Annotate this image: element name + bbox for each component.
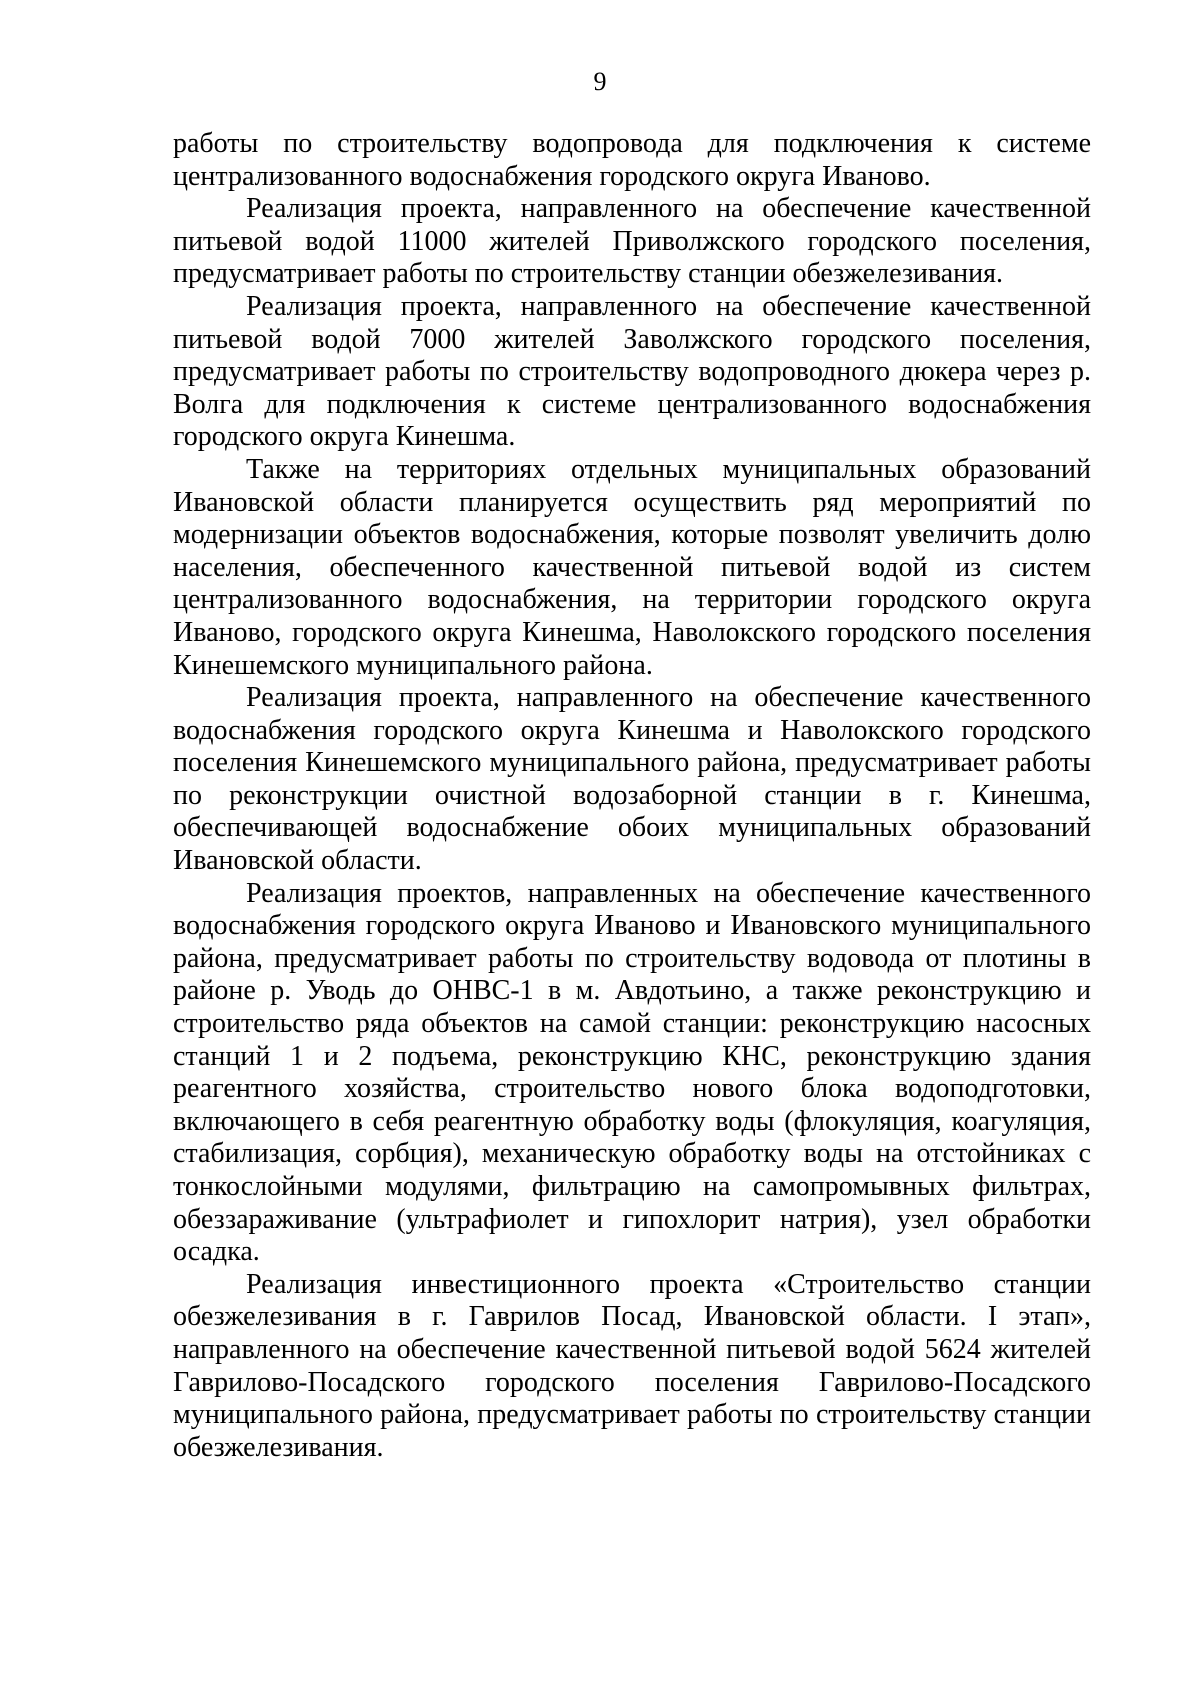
paragraph-4: Также на территориях отдельных муниципальных образований Ивановской области планируется осуществить ряд мероприятий по модернизации объектов водоснабжения, которые позволят увеличить долю населения, обеспеченного качественной питьевой водой из систем централизованного водоснабжения, на территории городского округа Иваново, городского округа Кинешма, Наволокского городского поселения Кинешемского муниципального района.: [173, 453, 1091, 681]
paragraph-3: Реализация проекта, направленного на обеспечение качественной питьевой водой 7000 жителей Заволжского городского поселения, предусматривает работы по строительству водопроводного дюкера через р. Волга для подключения к системе централизованного водоснабжения городского округа Кинешма.: [173, 290, 1091, 453]
paragraph-6: Реализация проектов, направленных на обеспечение качественного водоснабжения городского округа Иваново и Ивановского муниципального района, предусматривает работы по строительству водовода от плотины в районе р. Уводь до ОНВС-1 в м. Авдотьино, а также реконструкцию и строительство ряда объектов на самой станции: реконструкцию насосных станций 1 и 2 подъема, реконструкцию КНС, реконструкцию здания реагентного хозяйства, строительство нового блока водоподготовки, включающего в себя реагентную обработку воды (флокуляция, коагуляция, стабилизация, сорбция), механическую обработку воды на отстойниках с тонкослойными модулями, фильтрацию на самопромывных фильтрах, обеззараживание (ультрафиолет и гипохлорит натрия), узел обработки осадка.: [173, 877, 1091, 1268]
page-number: 9: [593, 67, 607, 96]
paragraph-7: Реализация инвестиционного проекта «Строительство станции обезжелезивания в г. Гаврилов Посад, Ивановской области. I этап», направленного на обеспечение качественной питьевой водой 5624 жителей Гаврилово-Посадского городского поселения Гаврилово-Посадского муниципального района, предусматривает работы по строительству станции обезжелезивания.: [173, 1268, 1091, 1463]
paragraph-1: работы по строительству водопровода для подключения к системе централизованного водоснабжения городского округа Иваново.: [173, 128, 1091, 192]
body-text: [173, 128, 1091, 1464]
paragraph-2: Реализация проекта, направленного на обеспечение качественной питьевой водой 11000 жителей Приволжского городского поселения, предусматривает работы по строительству станции обезжелезивания.: [173, 193, 1091, 290]
paragraph-5: Реализация проекта, направленного на обеспечение качественного водоснабжения городского округа Кинешма и Наволокского городского поселения Кинешемского муниципального района, предусматривает работы по реконструкции очистной водозаборной станции в г. Кинешма, обеспечивающей водоснабжение обоих муниципальных образований Ивановской области.: [173, 682, 1091, 877]
